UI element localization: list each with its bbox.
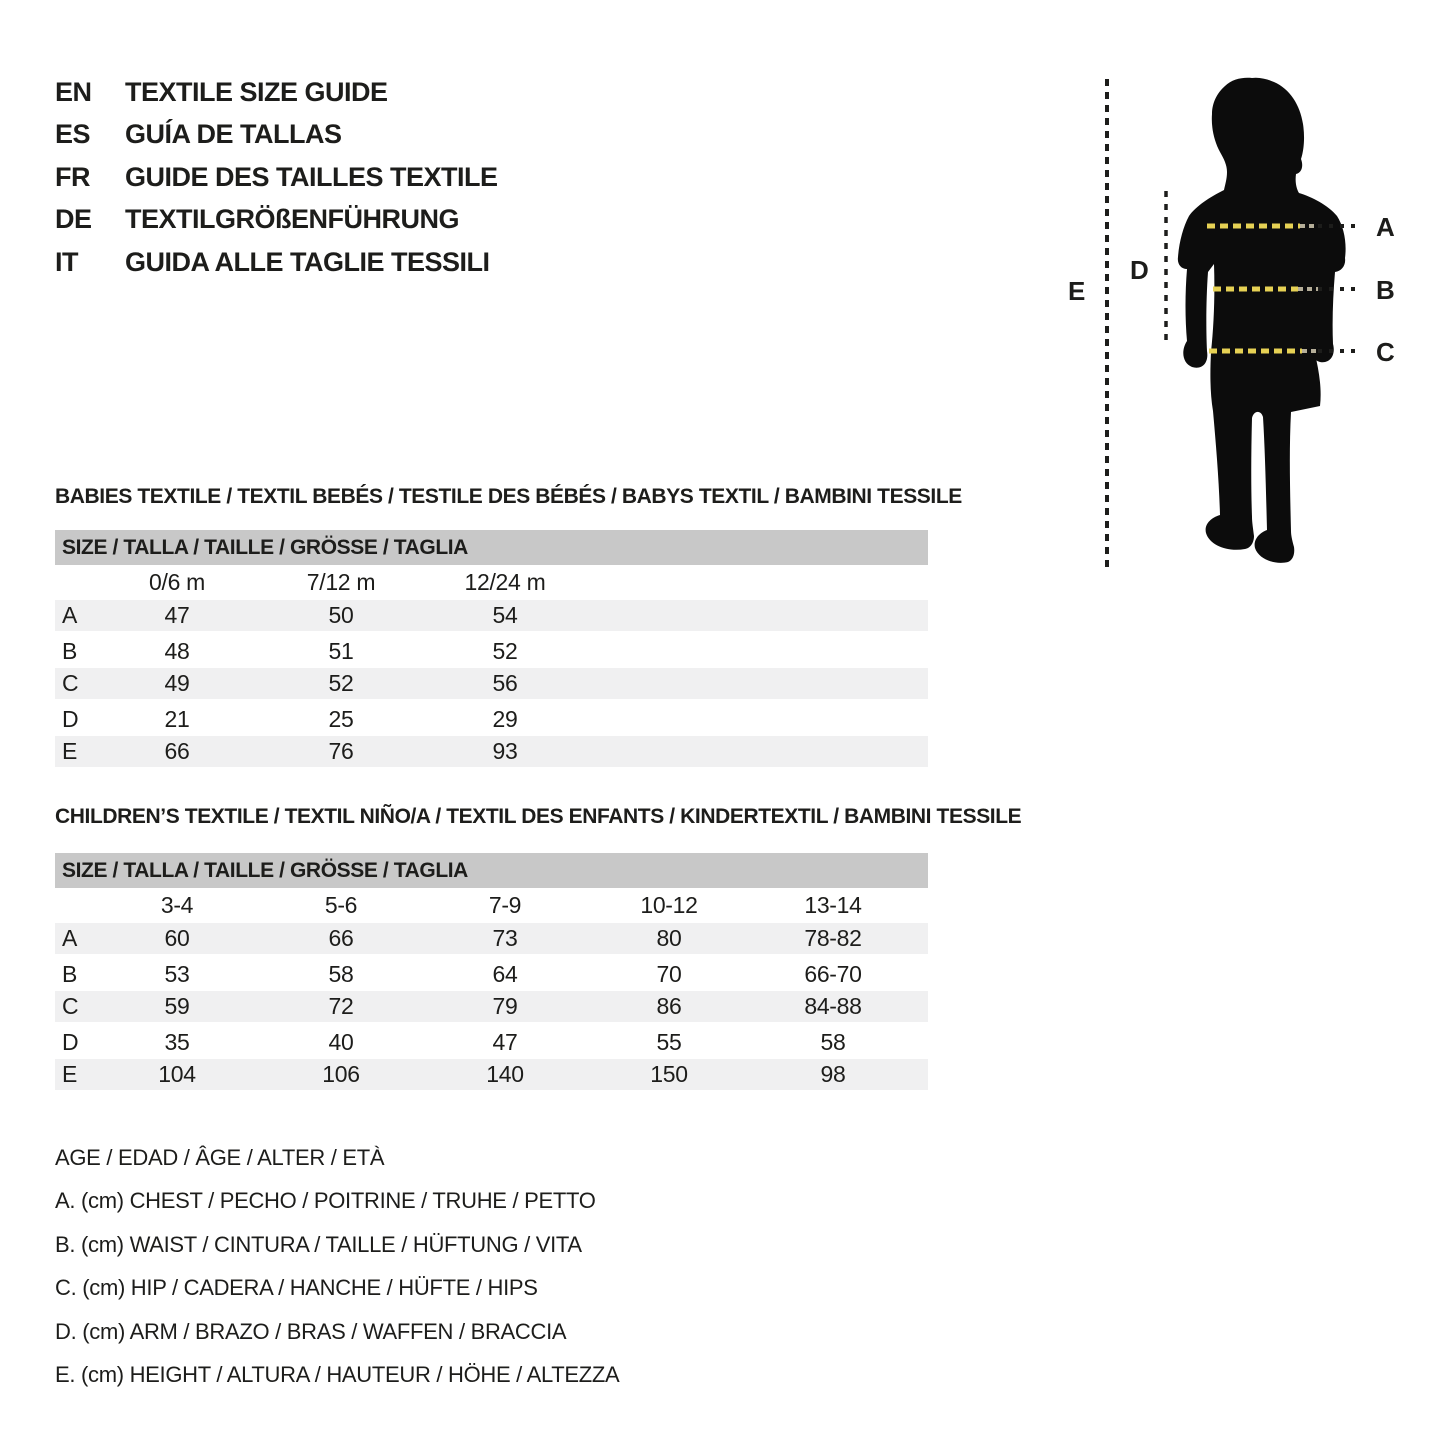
babies-size-header-bar: SIZE / TALLA / TAILLE / GRÖSSE / TAGLIA [55, 530, 928, 565]
table-cell: 50 [328, 602, 354, 628]
table-cell: 64 [492, 960, 518, 987]
babies-column-header: 7/12 m [306, 569, 376, 595]
table-cell: 40 [328, 1028, 354, 1055]
table-cell: 93 [492, 738, 518, 764]
table-row-a [55, 923, 928, 957]
table-row-a [55, 600, 928, 634]
row-label: A [62, 925, 78, 951]
table-cell: 98 [820, 1061, 846, 1087]
table-cell: 47 [492, 1028, 518, 1055]
table-cell: 150 [650, 1061, 688, 1087]
language-row-es [55, 114, 498, 157]
guide-title-en: TEXTILE SIZE GUIDE [125, 76, 388, 107]
table-cell: 47 [164, 602, 190, 628]
language-row-fr [55, 156, 498, 199]
chest-a-label: A [1376, 212, 1395, 242]
table-cell: 25 [328, 705, 354, 732]
table-cell: 53 [164, 960, 190, 987]
babies-size-table [55, 530, 928, 770]
children-column-header-row [55, 888, 928, 923]
legend-hip-line: C. (cm) HIP / CADERA / HANCHE / HÜFTE / HIPS [55, 1275, 538, 1301]
child-silhouette [1178, 78, 1346, 563]
table-row-e [55, 1059, 928, 1093]
measurement-figure [1040, 60, 1445, 600]
row-label: D [62, 1028, 79, 1055]
language-row-de [55, 199, 498, 242]
measurement-legend [55, 1136, 619, 1397]
table-row-b [55, 957, 928, 991]
table-cell: 55 [656, 1028, 682, 1055]
table-cell: 52 [328, 670, 354, 696]
row-label: E [62, 738, 78, 764]
row-label: B [62, 637, 78, 664]
guide-title-de: TEXTILGRÖßENFÜHRUNG [125, 204, 459, 235]
language-code: EN [55, 76, 92, 107]
table-cell: 66 [328, 925, 354, 951]
waist-b-label: B [1376, 275, 1395, 305]
children-section-title: CHILDREN’S TEXTILE / TEXTIL NIÑO/A / TEXTIL DES ENFANTS / KINDERTEXTIL / BAMBINI TESSILE [55, 805, 1022, 828]
guide-title-it: GUIDA ALLE TAGLIE TESSILI [125, 246, 490, 277]
table-cell: 49 [164, 670, 190, 696]
table-cell: 58 [328, 960, 354, 987]
row-label: B [62, 960, 78, 987]
table-row-e [55, 736, 928, 770]
language-row-en [55, 71, 498, 114]
legend-age-line: AGE / EDAD / ÂGE / ALTER / ETÀ [55, 1144, 385, 1170]
row-label: C [62, 993, 79, 1019]
language-code: FR [55, 161, 90, 192]
table-cell: 104 [158, 1061, 196, 1087]
table-cell: 76 [328, 738, 354, 764]
language-code: ES [55, 119, 91, 150]
hip-c-label: C [1376, 337, 1395, 367]
table-cell: 140 [486, 1061, 524, 1087]
table-row-d [55, 1025, 928, 1059]
legend-chest-line: A. (cm) CHEST / PECHO / POITRINE / TRUHE / PETTO [55, 1188, 596, 1214]
table-cell: 84-88 [804, 993, 862, 1019]
table-cell: 86 [656, 993, 682, 1019]
table-cell: 70 [656, 960, 682, 987]
children-column-header: 7-9 [488, 892, 522, 918]
table-cell: 51 [328, 637, 354, 664]
arm-d-label: D [1130, 255, 1149, 285]
row-label: C [62, 670, 79, 696]
table-cell: 73 [492, 925, 518, 951]
table-cell: 48 [164, 637, 190, 664]
table-cell: 59 [164, 993, 190, 1019]
babies-column-header-row [55, 565, 928, 600]
table-cell: 56 [492, 670, 518, 696]
children-column-header: 3-4 [160, 892, 194, 918]
height-e-label: E [1068, 276, 1086, 306]
table-row-c [55, 991, 928, 1025]
legend-arm-line: D. (cm) ARM / BRAZO / BRAS / WAFFEN / BRACCIA [55, 1318, 567, 1344]
table-row-d [55, 702, 928, 736]
row-label: D [62, 705, 79, 732]
children-column-header: 5-6 [324, 892, 358, 918]
table-cell: 21 [164, 705, 190, 732]
row-label: A [62, 602, 78, 628]
children-column-header: 13-14 [804, 892, 862, 918]
table-cell: 79 [492, 993, 518, 1019]
babies-column-header: 12/24 m [464, 569, 546, 595]
table-cell: 80 [656, 925, 682, 951]
table-cell: 60 [164, 925, 190, 951]
language-header [55, 71, 498, 284]
language-code: IT [55, 246, 78, 277]
babies-column-header: 0/6 m [148, 569, 206, 595]
table-cell: 58 [820, 1028, 846, 1055]
table-cell: 72 [328, 993, 354, 1019]
table-cell: 66 [164, 738, 190, 764]
children-size-table [55, 853, 928, 1093]
legend-waist-line: B. (cm) WAIST / CINTURA / TAILLE / HÜFTUNG / VITA [55, 1231, 582, 1257]
children-size-header-bar: SIZE / TALLA / TAILLE / GRÖSSE / TAGLIA [55, 853, 928, 888]
table-cell: 78-82 [804, 925, 862, 951]
guide-title-fr: GUIDE DES TAILLES TEXTILE [125, 161, 498, 192]
babies-section-title: BABIES TEXTILE / TEXTIL BEBÉS / TESTILE DES BÉBÉS / BABYS TEXTIL / BAMBINI TESSILE [55, 485, 962, 508]
table-row-b [55, 634, 928, 668]
table-row-c [55, 668, 928, 702]
table-cell: 35 [164, 1028, 190, 1055]
table-cell: 106 [322, 1061, 360, 1087]
row-label: E [62, 1061, 78, 1087]
table-cell: 52 [492, 637, 518, 664]
legend-height-line: E. (cm) HEIGHT / ALTURA / HAUTEUR / HÖHE / ALTEZZA [55, 1362, 620, 1388]
language-code: DE [55, 204, 92, 235]
table-cell: 66-70 [804, 960, 862, 987]
table-cell: 29 [492, 705, 518, 732]
children-column-header: 10-12 [640, 892, 698, 918]
guide-title-es: GUÍA DE TALLAS [125, 119, 342, 150]
language-row-it [55, 241, 498, 284]
table-cell: 54 [492, 602, 518, 628]
